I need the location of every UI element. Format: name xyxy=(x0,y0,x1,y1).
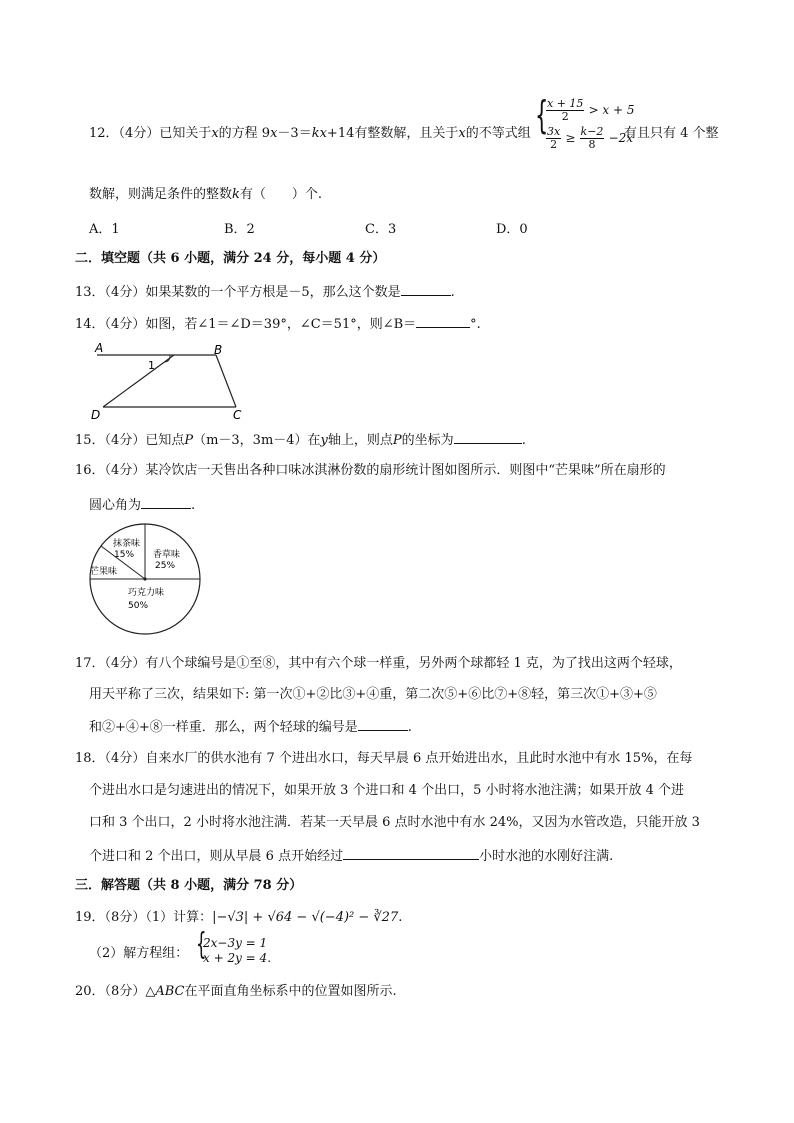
q18-line2: 个进出水口是匀速进出的情况下，如果开放 3 个进口和 4 个出口，5 小时将水池注满；如果开放 4 个进 xyxy=(89,783,685,798)
q19-part1: 19．（8分）（1）计算：|−√3| + √64 − √(−4)² − ∛27. xyxy=(75,910,403,925)
edge-bc xyxy=(216,355,236,407)
answer-blank[interactable] xyxy=(416,314,470,328)
slice-pct-chocolate: 50% xyxy=(128,601,149,611)
pie-chart xyxy=(88,522,208,638)
inequality-system xyxy=(546,98,635,151)
q19-expression: |−√3| + √64 − √(−4)² − ∛27 xyxy=(212,910,399,925)
answer-blank[interactable] xyxy=(141,495,191,509)
vertex-c-label: C xyxy=(233,408,242,422)
vertex-a-label: A xyxy=(95,341,104,355)
q19-part2-label: （2）解方程组： xyxy=(89,946,189,961)
q18-line4: 个进口和 2 个出口，则从早晨 6 点开始经过 小时水池的水刚好注满. xyxy=(89,846,613,866)
choice-b: B．2 xyxy=(224,222,255,237)
equation-1: 2x−3y = 1 xyxy=(203,936,268,950)
q18-line1: 18．（4分）自来水厂的供水池有 7 个进出水口，每天早晨 6 点开始进出水，且此时水池中有水 15%，在每 xyxy=(75,751,693,766)
q12-line2: 数解，则满足条件的整数k有（ ）个. xyxy=(89,187,323,202)
answer-blank[interactable] xyxy=(401,282,451,296)
vertex-d-label: D xyxy=(91,408,101,422)
choice-a: A．1 xyxy=(89,222,120,237)
q17-line2: 用天平称了三次，结果如下: 第一次①+②比③+④重，第二次⑤+⑥比⑦+⑧轻，第三次①+③+⑤ xyxy=(89,687,657,702)
q17-line3: 和②+④+⑧一样重．那么，两个轻球的编号是 . xyxy=(89,717,412,737)
edge-d-diagonal xyxy=(103,355,174,407)
section-fill-in-title: 二．填空题（共 6 小题，满分 24 分，每小题 4 分） xyxy=(75,251,386,266)
inequality-1: $\frac{x + 15}{2}$ > x + 5 xyxy=(547,97,635,123)
trapezoid-figure xyxy=(88,340,258,422)
q16-line1: 16．（4分）某冷饮店一天售出各种口味冰淇淋份数的扇形统计图如图所示．则图中“芒果味”所在扇形的 xyxy=(75,463,666,478)
q18-line3: 口和 3 个出口，2 小时将水池注满．若某一天早晨 6 点时水池中有水 24%，又因为水管改造，只能开放 3 xyxy=(89,815,700,830)
slice-label-vanilla: 香草味 xyxy=(153,550,181,560)
slice-label-chocolate: 巧克力味 xyxy=(128,588,165,598)
q12-line1-end: 有且只有 4 个整 xyxy=(624,126,719,141)
answer-blank[interactable] xyxy=(454,430,522,444)
angle1-label: 1 xyxy=(148,359,155,372)
vertex-b-label: B xyxy=(214,343,223,357)
answer-blank[interactable] xyxy=(358,717,408,731)
q14: 14．（4分）如图，若∠1＝∠D＝39°，∠C＝51°，则∠B＝ °. xyxy=(75,314,481,334)
system-brace: { xyxy=(535,93,549,137)
slice-label-matcha: 抹茶味 xyxy=(113,539,141,549)
equation-2: x + 2y = 4. xyxy=(203,951,272,965)
q17-line1: 17．（4分）有八个球编号是①至⑧，其中有六个球一样重，另外两个球都轻 1 克，为了找出这两个轻球， xyxy=(75,656,682,671)
slice-pct-vanilla: 25% xyxy=(155,561,176,571)
answer-blank[interactable] xyxy=(343,846,479,860)
slice-label-mango: 芒果味 xyxy=(90,567,118,577)
pie-center xyxy=(143,577,146,580)
inequality-2: $\frac{3x}{2}$ ≥ $\frac{k-2}{8}$ −2x xyxy=(547,125,634,151)
slice-pct-matcha: 15% xyxy=(114,550,135,560)
choice-c: C．3 xyxy=(365,222,397,237)
q12-line1: 12．（4分）已知关于x的方程 9x－3＝kx+14有整数解，且关于x的不等式组 xyxy=(89,126,531,141)
equation-brace: { xyxy=(196,927,207,962)
q20: 20．（8分）△ABC在平面直角坐标系中的位置如图所示. xyxy=(75,984,397,999)
choice-d: D．0 xyxy=(496,222,528,237)
section-answer-title: 三．解答题（共 8 小题，满分 78 分） xyxy=(75,878,303,893)
q13: 13．（4分）如果某数的一个平方根是－5，那么这个数是 . xyxy=(75,282,455,302)
q15: 15．（4分）已知点P（m－3，3m－4）在y轴上，则点P的坐标为 . xyxy=(75,430,526,450)
equation-system xyxy=(203,936,271,966)
q16-line2: 圆心角为 . xyxy=(89,495,195,515)
